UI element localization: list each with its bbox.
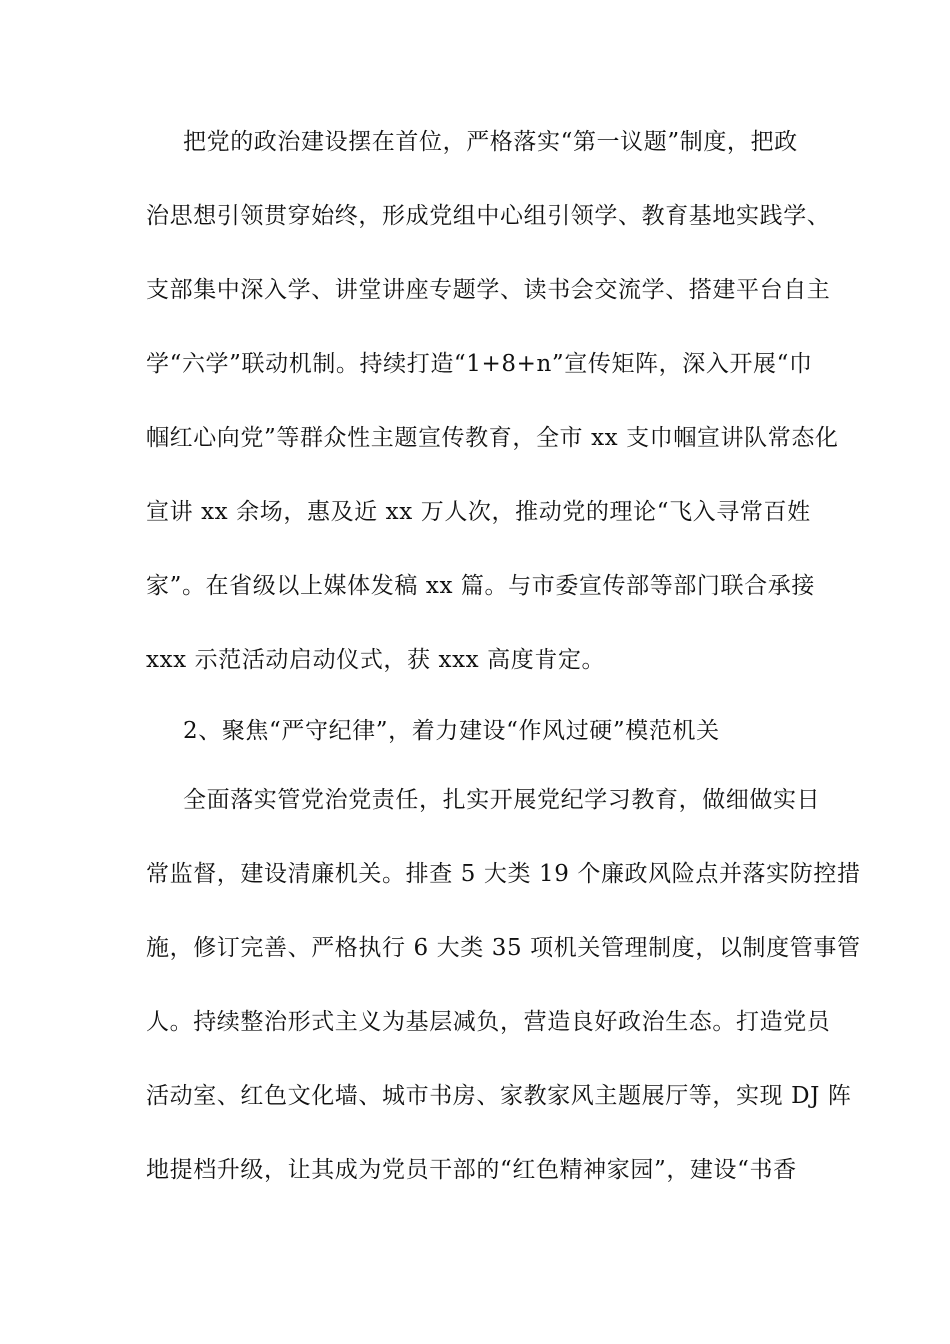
paragraph-1-line-5: 帼红心向党”等群众性主题宣传教育，全市 xx 支巾帼宣讲队常态化 (146, 425, 839, 451)
paragraph-1-line-1: 把党的政治建设摆在首位，严格落实“第一议题”制度，把政 (183, 129, 798, 155)
paragraph-1-line-7: 家”。在省级以上媒体发稿 xx 篇。与市委宣传部等部门联合承接 (146, 573, 815, 599)
paragraph-2-line-1: 全面落实管党治党责任，扎实开展党纪学习教育，做细做实日 (183, 787, 821, 813)
paragraph-2-line-3: 施，修订完善、严格执行 6 大类 35 项机关管理制度，以制度管事管 (146, 935, 861, 961)
paragraph-2-line-4: 人。持续整治形式主义为基层减负，营造良好政治生态。打造党员 (146, 1009, 831, 1035)
paragraph-2-line-2: 常监督，建设清廉机关。排查 5 大类 19 个廉政风险点并落实防控措 (146, 861, 861, 887)
paragraph-1-line-6: 宣讲 xx 余场，惠及近 xx 万人次，推动党的理论“飞入寻常百姓 (146, 499, 811, 525)
paragraph-1-line-8: xxx 示范活动启动仪式，获 xxx 高度肯定。 (146, 647, 606, 673)
paragraph-2-line-6: 地提档升级，让其成为党员干部的“红色精神家园”，建设“书香 (146, 1157, 797, 1183)
paragraph-2-line-5: 活动室、红色文化墙、城市书房、家教家风主题展厅等，实现 DJ 阵 (146, 1083, 852, 1109)
paragraph-1-line-4: 学“六学”联动机制。持续打造“1+8+n”宣传矩阵，深入开展“巾 (146, 351, 813, 377)
section-heading: 2、聚焦“严守纪律”，着力建设“作风过硬”模范机关 (183, 718, 720, 744)
paragraph-1-line-3: 支部集中深入学、讲堂讲座专题学、读书会交流学、搭建平台自主 (146, 277, 831, 303)
paragraph-1-line-2: 治思想引领贯穿始终，形成党组中心组引领学、教育基地实践学、 (146, 203, 831, 229)
